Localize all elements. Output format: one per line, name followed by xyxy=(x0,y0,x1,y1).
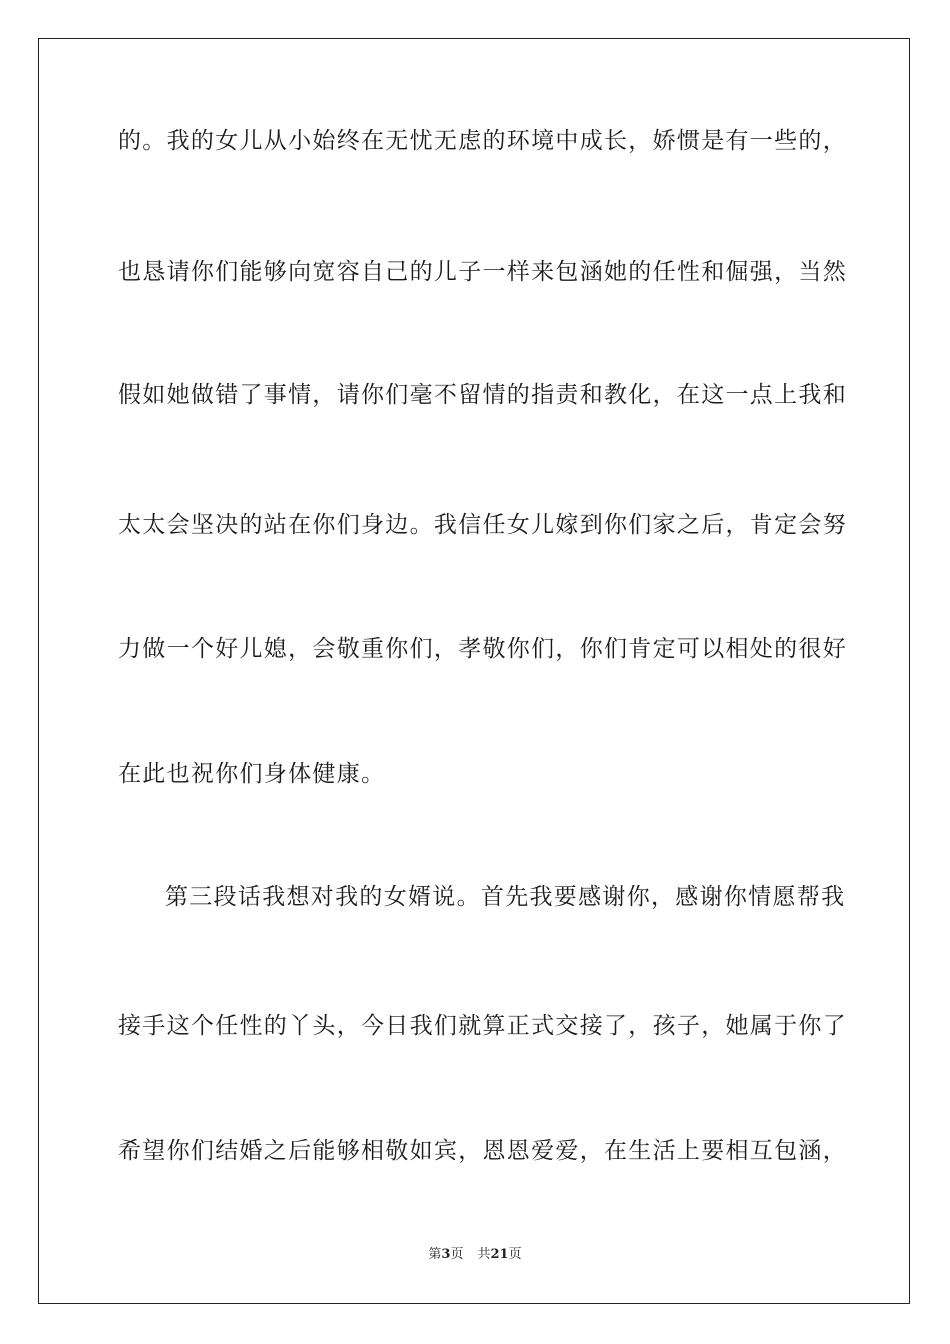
paragraph-line: 在此也祝你们身体健康。 xyxy=(118,761,386,787)
page-footer xyxy=(0,1247,950,1263)
total-page-count: 21 xyxy=(490,1247,509,1262)
paragraph-line: 的。我的女儿从小始终在无忧无虑的环境中成长，娇惯是有一些的， xyxy=(118,128,847,154)
paragraph-line: 太太会坚决的站在你们身边。我信任女儿嫁到你们家之后，肯定会努 xyxy=(118,512,847,538)
paragraph-line: 假如她做错了事情，请你们毫不留情的指责和教化，在这一点上我和 xyxy=(118,382,847,408)
page-prefix: 第 xyxy=(428,1247,442,1262)
paragraph-first-line: 第三段话我想对我的女婿说。首先我要感谢你，感谢你情愿帮我 xyxy=(165,884,846,910)
paragraph-line: 希望你们结婚之后能够相敬如宾，恩恩爱爱，在生活上要相互包涵， xyxy=(118,1138,847,1164)
page-border xyxy=(38,38,910,1304)
total-suffix: 页 xyxy=(508,1247,522,1262)
page-suffix: 页 xyxy=(450,1247,464,1262)
paragraph-line: 也恳请你们能够向宽容自己的儿子一样来包涵她的任性和倔强，当然 xyxy=(118,259,847,285)
paragraph-line: 接手这个任性的丫头，今日我们就算正式交接了，孩子，她属于你了 xyxy=(118,1013,847,1039)
total-prefix: 共 xyxy=(477,1247,491,1262)
paragraph-line: 力做一个好儿媳，会敬重你们，孝敬你们，你们肯定可以相处的很好 xyxy=(118,636,847,662)
current-page-number: 3 xyxy=(441,1247,451,1262)
